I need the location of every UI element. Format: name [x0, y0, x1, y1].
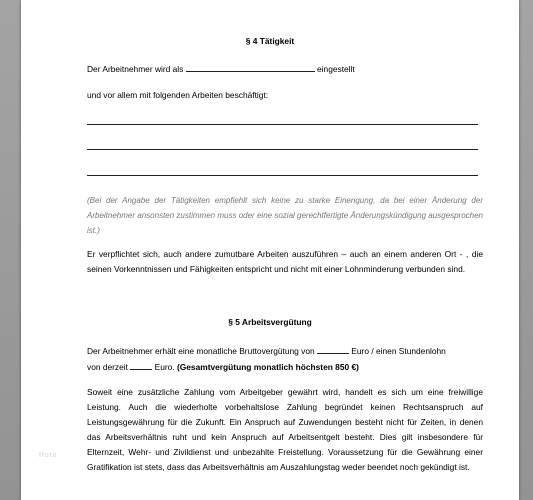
pay-line-2 — [87, 360, 483, 375]
section-5-heading: § 5 Arbeitsvergütung — [228, 317, 312, 327]
tasks-note: (Bei der Angabe der Tätigkeiten empfiehlt sich keine zu starke Einengung, da bei einer Änderung der Arbeitnehmer ansonsten zustimmen muss oder eine sozial gerechtfertigte Änderungskündigung ausgesprochen ist.) — [87, 196, 483, 235]
document-page — [21, 0, 519, 500]
position-blank[interactable] — [186, 62, 315, 72]
task-line-1[interactable] — [87, 124, 478, 125]
employed-as-line — [87, 62, 483, 77]
task-line-2[interactable] — [87, 149, 478, 150]
pay-line-1 — [87, 344, 483, 359]
task-line-3[interactable] — [87, 175, 478, 176]
pay-line-1-text: Der Arbeitnehmer erhält eine monatliche Bruttovergütung von — [87, 346, 317, 356]
employed-as-text: Der Arbeitnehmer wird als — [87, 64, 186, 74]
obligation-paragraph: Er verpflichtet sich, auch andere zumutbare Arbeiten auszuführen – auch an einem anderen Ort - , die seinen Vorkenntnissen und Fähigkeiten entspricht und nicht mit einer Lohnminderung verbunden sind. — [87, 249, 483, 274]
employed-as-suffix: eingestellt — [314, 64, 355, 74]
hourly-wage-blank[interactable] — [130, 360, 152, 370]
pay-line-1-suffix: Euro / einen Stundenlohn — [348, 346, 446, 356]
monthly-salary-blank[interactable] — [317, 344, 349, 354]
pay-line-2-suffix: Euro. — [152, 362, 177, 372]
section-4-heading: § 4 Tätigkeit — [245, 36, 295, 46]
pay-cap-text: (Gesamtvergütung monatlich höchsten 850 €) — [176, 362, 359, 372]
watermark-text: ffoto — [39, 452, 58, 459]
pay-line-2-text: von derzeit — [87, 362, 131, 372]
tasks-intro: und vor allem mit folgenden Arbeiten beschäftigt: — [87, 90, 269, 100]
extra-payment-paragraph: Soweit eine zusätzliche Zahlung vom Arbeitgeber gewährt wird, handelt es sich um eine freiwillige Leistung. Auch die wiederholte vorbehaltslose Zahlung begründet keinen Rechtsanspruch auf Leistungsgewährung für die Zukunft. Ein Anspruch auf Zuwendungen besteht nicht für Zeiten, in denen das Arbeitsverhältnis ruht und kein Anspruch auf Arbeitsentgelt besteht. Dies gilt insbesondere für Elternzeit, Wehr- und Zivildienst und unbezahlte Freistellung. Voraussetzung für die Gewährung einer Gratifikation ist stets, dass das Arbeitsverhältnis am Auszahlungstag weder beendet noch gekündigt ist. — [87, 387, 483, 472]
